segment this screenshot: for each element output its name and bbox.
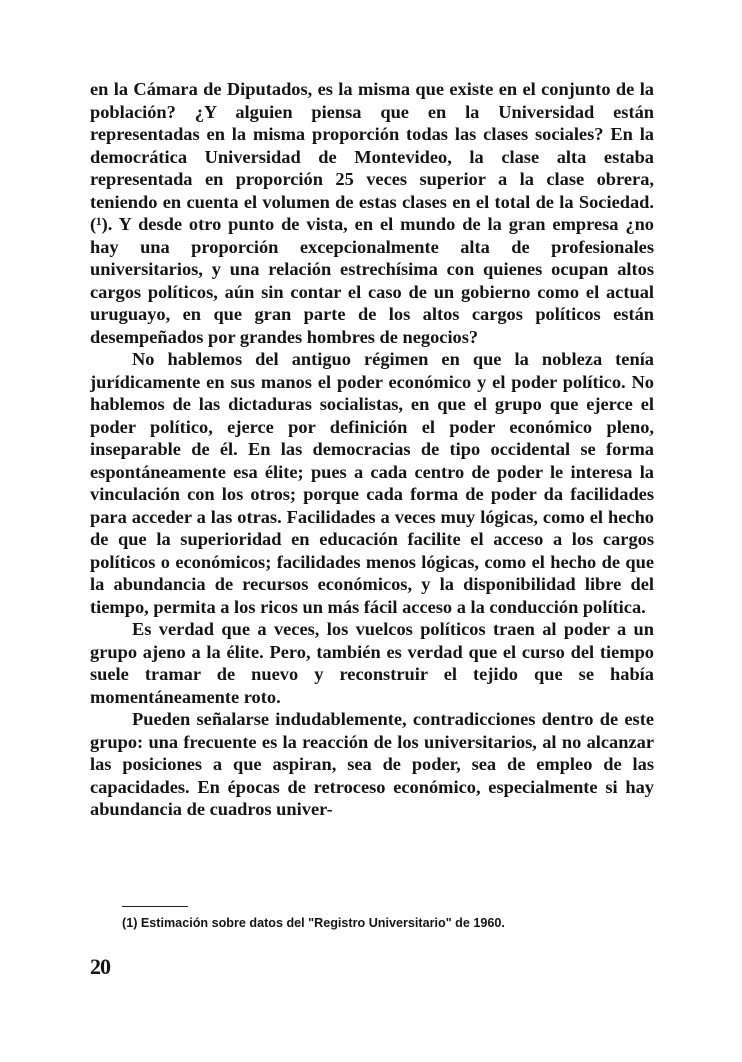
main-text	[90, 78, 654, 821]
paragraph-2: No hablemos del antiguo régimen en que la nobleza tenía jurídicamente en sus manos el poder económico y el poder político. No hablemos de las dictaduras socialistas, en que el grupo que ejerce el poder político, ejerce por definición el poder económico pleno, inseparable de él. En las democracias de tipo occidental se forma espontáneamente esa élite; pues a cada centro de poder le interesa la vinculación con los otros; porque cada forma de poder da facilidades para acceder a las otras. Facilidades a veces muy lógicas, como el hecho de que la superioridad en educación facilite el acceso a los cargos políticos o económicos; facilidades menos lógicas, como el hecho de que la abundancia de recursos económicos, y la disponibilidad libre del tiempo, permita a los ricos un más fácil acceso a la conducción política.	[90, 349, 654, 617]
paragraph-1: en la Cámara de Diputados, es la misma que existe en el conjunto de la población? ¿Y alguien piensa que en la Universidad están representadas en la misma proporción todas las clases sociales? En la democrática Universidad de Montevideo, la clase alta estaba representada en proporción 25 veces superior a la clase obrera, teniendo en cuenta el volumen de estas clases en el total de la Sociedad. (¹). Y desde otro punto de vista, en el mundo de la gran empresa ¿no hay una proporción excepcionalmente alta de profesionales universitarios, y una relación estrechísima con quienes ocupan altos cargos políticos, aún sin contar el caso de un gobierno como el actual uruguayo, en que gran parte de los altos cargos políticos están desempeñados por grandes hombres de negocios?	[90, 79, 654, 347]
paragraph-4: Pueden señalarse indudablemente, contradicciones dentro de este grupo: una frecuente es la reacción de los universitarios, al no alcanzar las posiciones a que aspiran, sea de poder, sea de empleo de las capacidades. En épocas de retroceso económico, especialmente si hay abundancia de cuadros univer-	[90, 709, 654, 819]
paragraph-3: Es verdad que a veces, los vuelcos políticos traen al poder a un grupo ajeno a la élite. Pero, también es verdad que el curso del tiempo suele tramar de nuevo y reconstruir el tejido que se había momentáneamente roto.	[90, 619, 654, 707]
footnote: (1) Estimación sobre datos del "Registro Universitario" de 1960.	[122, 916, 505, 930]
footnote-divider	[122, 906, 188, 907]
page-number: 20	[90, 954, 110, 979]
